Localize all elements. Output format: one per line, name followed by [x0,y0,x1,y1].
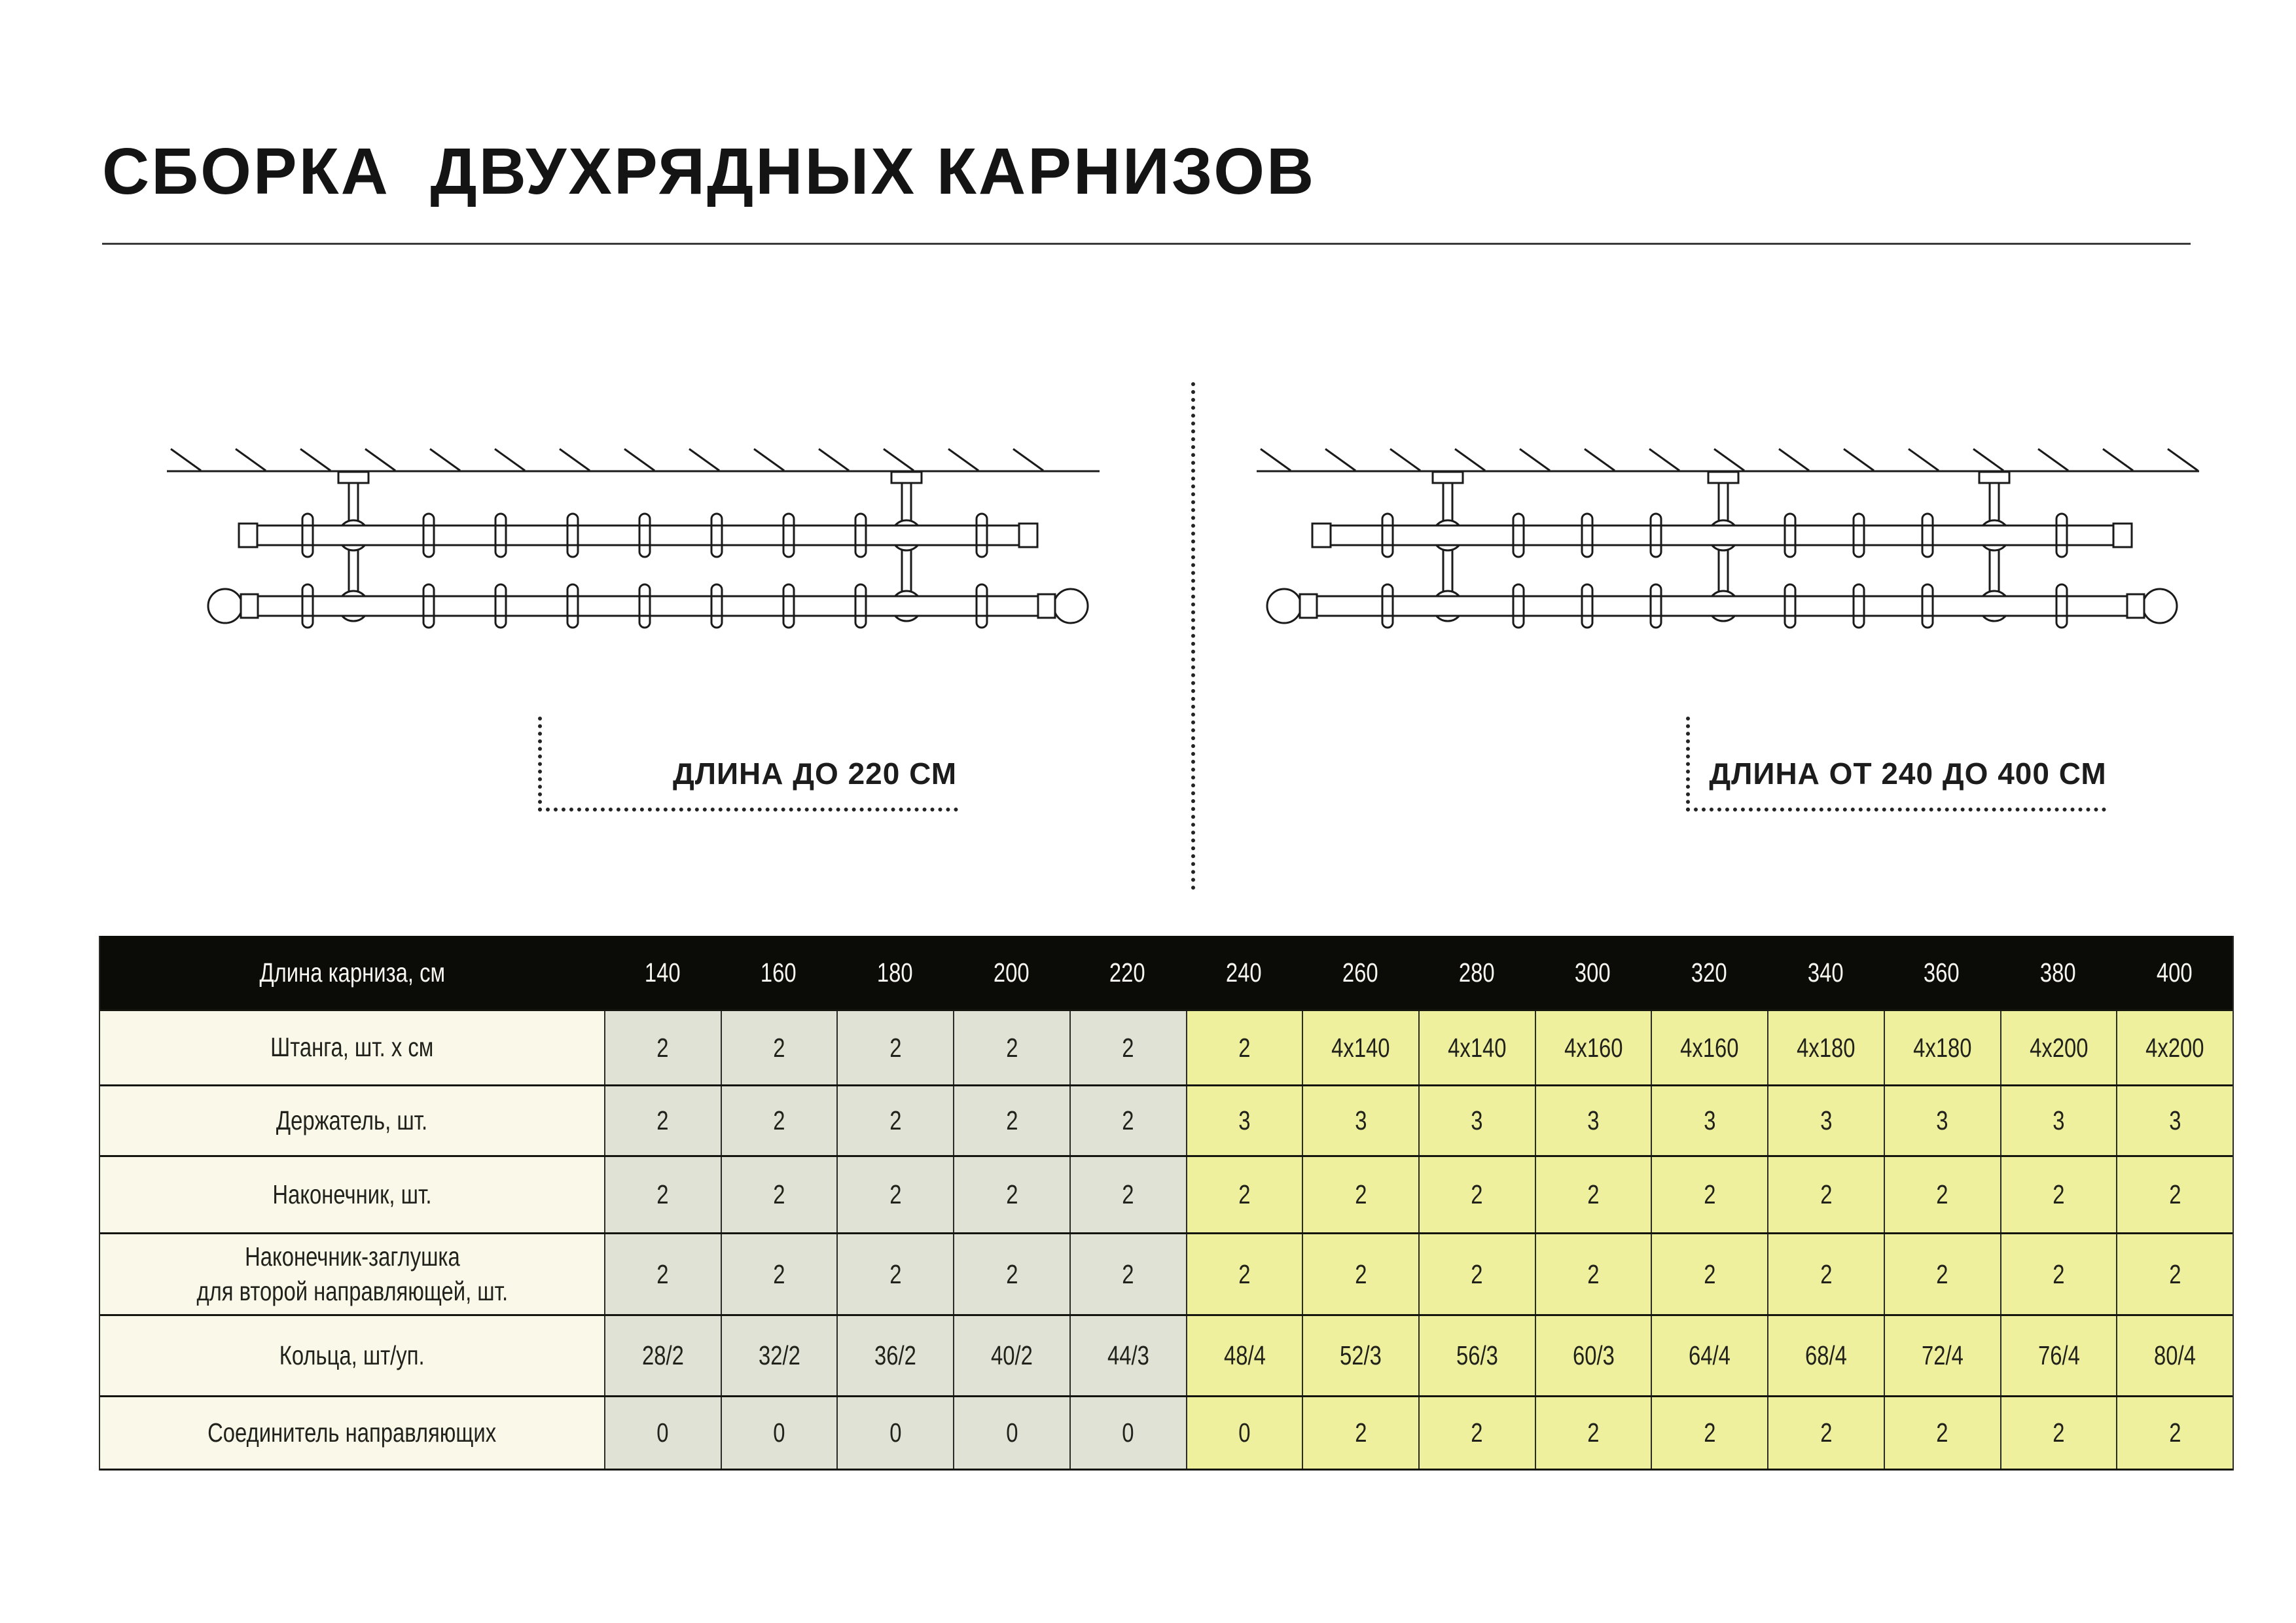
cell-200: 2 [953,1011,1069,1084]
row-label: Наконечник-заглушка для второй направляющей, шт. [100,1234,604,1314]
cell-300: 2 [1535,1157,1651,1232]
cell-380: 2 [2000,1157,2117,1232]
cell-400: 3 [2116,1086,2233,1155]
right-diagram-caption: ДЛИНА ОТ 240 ДО 400 СМ [1709,757,2107,791]
ball-finial [2143,589,2177,623]
table-header-row [100,936,2233,1011]
ceiling-hatch-tick [819,449,849,471]
ball-finial [1054,589,1088,623]
ceiling-hatch-tick [689,449,719,471]
cell-260: 2 [1302,1234,1418,1314]
diagram-short-cornice [157,393,1113,668]
cell-280: 2 [1418,1397,1535,1469]
ceiling-hatch-tick [1585,449,1615,471]
cell-140: 2 [604,1011,721,1084]
ceiling-hatch-tick [754,449,784,471]
column-header-label: Длина карниза, см [259,957,445,988]
ceiling-hatch-tick [300,449,331,471]
row-label: Наконечник, шт. [100,1157,604,1232]
cell-260: 2 [1302,1397,1418,1469]
column-header-340: 340 [1807,957,1844,988]
cell-280: 56/3 [1418,1316,1535,1395]
cell-300: 2 [1535,1234,1651,1314]
ceiling-hatch-tick [624,449,655,471]
cell-280: 2 [1418,1157,1535,1232]
ceiling-hatch-tick [1455,449,1485,471]
row-label: Соединитель направляющих [100,1397,604,1469]
column-header-160: 160 [761,957,797,988]
cell-320: 2 [1651,1234,1767,1314]
table-row [100,1234,2233,1316]
parts-table [99,936,2234,1471]
cell-320: 64/4 [1651,1316,1767,1395]
cell-260: 52/3 [1302,1316,1418,1395]
bottom-rail [258,596,1038,616]
column-header-180: 180 [876,957,913,988]
left-diagram-caption: ДЛИНА ДО 220 СМ [672,757,958,791]
finial-adapter [2127,594,2144,618]
cell-220: 2 [1069,1086,1186,1155]
cell-320: 2 [1651,1397,1767,1469]
cell-180: 0 [836,1397,953,1469]
cell-140: 2 [604,1086,721,1155]
column-header-140: 140 [644,957,681,988]
ball-finial [208,589,242,623]
cell-140: 2 [604,1234,721,1314]
column-header-240: 240 [1226,957,1262,988]
cell-220: 2 [1069,1157,1186,1232]
cell-360: 2 [1884,1397,2000,1469]
page-title: СБОРКА ДВУХРЯДНЫХ КАРНИЗОВ [102,135,1316,208]
column-header-360: 360 [1924,957,1960,988]
ceiling-bracket [891,472,922,483]
cell-240: 2 [1186,1234,1302,1314]
cell-300: 4x160 [1535,1011,1651,1084]
ceiling-hatch-tick [1261,449,1291,471]
cell-280: 4x140 [1418,1011,1535,1084]
cell-140: 0 [604,1397,721,1469]
cell-360: 4x180 [1884,1011,2000,1084]
ceiling-hatch-tick [1520,449,1550,471]
cell-280: 2 [1418,1234,1535,1314]
ceiling-hatch-tick [1714,449,1744,471]
column-header-400: 400 [2156,957,2193,988]
ceiling-hatch-tick [948,449,978,471]
cell-180: 2 [836,1234,953,1314]
cell-380: 3 [2000,1086,2117,1155]
diagram-long-cornice [1230,393,2238,668]
ceiling-hatch-tick [1649,449,1679,471]
cell-320: 3 [1651,1086,1767,1155]
table-row [100,1011,2233,1086]
ceiling-bracket [338,472,368,483]
cell-300: 60/3 [1535,1316,1651,1395]
cell-200: 2 [953,1234,1069,1314]
finial-adapter [1038,594,1055,618]
row-label: Кольца, шт/уп. [100,1316,604,1395]
cell-140: 28/2 [604,1316,721,1395]
cell-160: 2 [721,1234,837,1314]
cell-300: 3 [1535,1086,1651,1155]
cell-260: 3 [1302,1086,1418,1155]
ball-finial [1267,589,1301,623]
cell-280: 3 [1418,1086,1535,1155]
cell-220: 2 [1069,1234,1186,1314]
cell-320: 2 [1651,1157,1767,1232]
ceiling-hatch-tick [2038,449,2068,471]
cell-180: 2 [836,1086,953,1155]
top-rail [1331,526,2113,545]
end-cap [1312,524,1331,547]
cell-360: 72/4 [1884,1316,2000,1395]
cell-240: 0 [1186,1397,1302,1469]
end-cap [1019,524,1037,547]
table-row [100,1316,2233,1397]
cell-200: 2 [953,1157,1069,1232]
cell-360: 2 [1884,1234,2000,1314]
cell-360: 3 [1884,1086,2000,1155]
cell-200: 0 [953,1397,1069,1469]
top-rail [257,526,1019,545]
cell-400: 2 [2116,1397,2233,1469]
cell-300: 2 [1535,1397,1651,1469]
cell-380: 2 [2000,1397,2117,1469]
cell-180: 2 [836,1157,953,1232]
diagram-divider-dotted-line [1191,382,1195,890]
cell-380: 2 [2000,1234,2117,1314]
cell-160: 2 [721,1086,837,1155]
ceiling-hatch-tick [884,449,914,471]
cell-340: 2 [1767,1397,1884,1469]
cell-320: 4x160 [1651,1011,1767,1084]
cell-160: 2 [721,1011,837,1084]
cell-240: 48/4 [1186,1316,1302,1395]
cell-260: 2 [1302,1157,1418,1232]
finial-adapter [1300,594,1317,618]
cell-220: 44/3 [1069,1316,1186,1395]
ceiling-hatch-tick [236,449,266,471]
table-row [100,1157,2233,1234]
cell-160: 0 [721,1397,837,1469]
end-cap [2113,524,2132,547]
cell-140: 2 [604,1157,721,1232]
title-divider-line [102,243,2191,245]
cell-160: 32/2 [721,1316,837,1395]
ceiling-hatch-tick [2168,449,2198,471]
ceiling-hatch-tick [1013,449,1043,471]
cell-380: 4x200 [2000,1011,2117,1084]
column-header-300: 300 [1575,957,1611,988]
ceiling-bracket [1979,472,2009,483]
ceiling-hatch-tick [1844,449,1874,471]
cell-240: 3 [1186,1086,1302,1155]
ceiling-bracket [1708,472,1738,483]
cell-260: 4x140 [1302,1011,1418,1084]
cell-400: 2 [2116,1157,2233,1232]
ceiling-hatch-tick [1325,449,1355,471]
cell-200: 2 [953,1086,1069,1155]
column-header-280: 280 [1458,957,1495,988]
ceiling-hatch-tick [171,449,201,471]
cell-180: 2 [836,1011,953,1084]
cell-180: 36/2 [836,1316,953,1395]
cell-340: 2 [1767,1157,1884,1232]
cell-240: 2 [1186,1011,1302,1084]
cell-220: 2 [1069,1011,1186,1084]
column-header-220: 220 [1109,957,1146,988]
ceiling-hatch-tick [430,449,460,471]
row-label: Держатель, шт. [100,1086,604,1155]
cell-340: 3 [1767,1086,1884,1155]
table-row [100,1086,2233,1157]
cell-360: 2 [1884,1157,2000,1232]
cell-240: 2 [1186,1157,1302,1232]
cell-380: 76/4 [2000,1316,2117,1395]
cell-160: 2 [721,1157,837,1232]
cell-400: 80/4 [2116,1316,2233,1395]
ceiling-hatch-tick [495,449,525,471]
end-cap [239,524,257,547]
ceiling-bracket [1433,472,1463,483]
table-row [100,1397,2233,1471]
ceiling-hatch-tick [1779,449,1809,471]
column-header-260: 260 [1342,957,1378,988]
cell-400: 4x200 [2116,1011,2233,1084]
cell-340: 2 [1767,1234,1884,1314]
column-header-320: 320 [1691,957,1727,988]
ceiling-hatch-tick [1909,449,1939,471]
ceiling-hatch-tick [560,449,590,471]
row-label: Штанга, шт. х см [100,1011,604,1084]
ceiling-hatch-tick [1390,449,1420,471]
column-header-200: 200 [993,957,1030,988]
cell-200: 40/2 [953,1316,1069,1395]
cell-340: 68/4 [1767,1316,1884,1395]
bottom-rail [1317,596,2127,616]
ceiling-hatch-tick [1973,449,2003,471]
cell-340: 4x180 [1767,1011,1884,1084]
column-header-380: 380 [2040,957,2076,988]
ceiling-hatch-tick [2103,449,2133,471]
cell-400: 2 [2116,1234,2233,1314]
finial-adapter [241,594,258,618]
cell-220: 0 [1069,1397,1186,1469]
ceiling-hatch-tick [365,449,395,471]
